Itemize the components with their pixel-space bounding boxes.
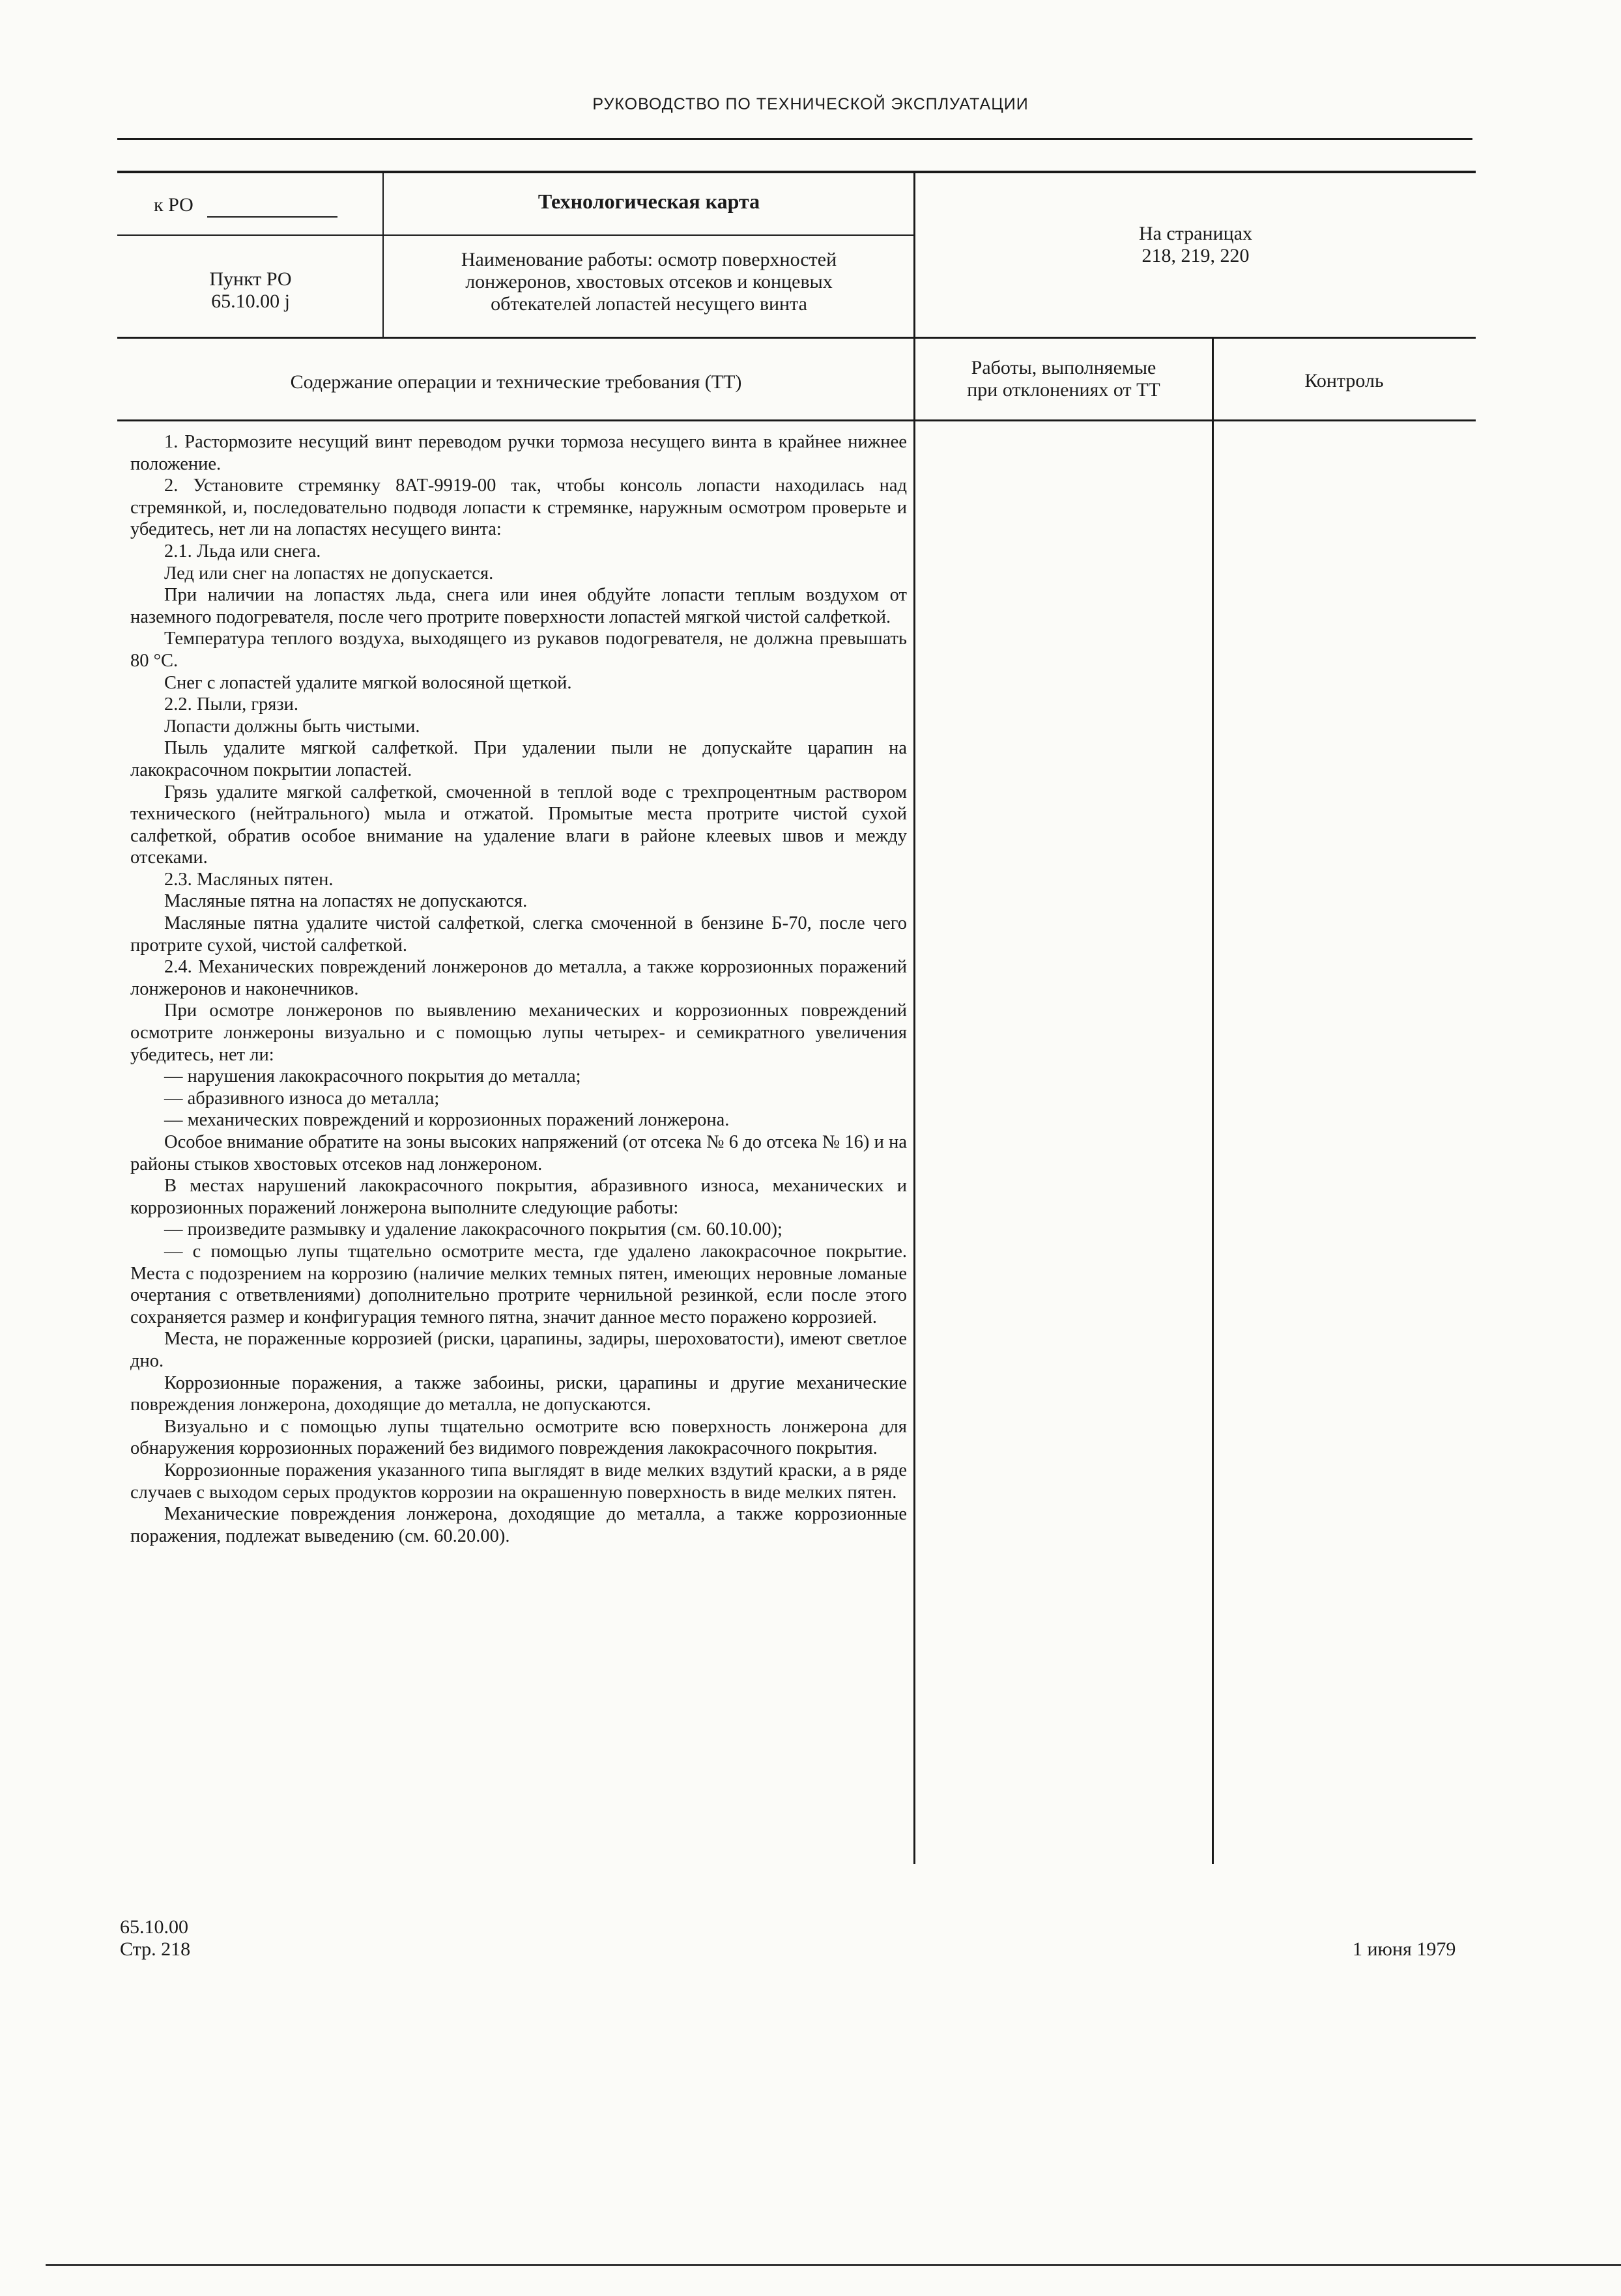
body-paragraph: — нарушения лакокрасочного покрытия до металла; xyxy=(164,1066,581,1087)
deviations-line: Работы, выполняемые xyxy=(971,357,1156,378)
work-name-line: лонжеронов, хвостовых отсеков и концевых xyxy=(465,271,833,292)
col-divider-2 xyxy=(913,171,915,1864)
header-rule xyxy=(117,138,1472,140)
body-paragraph: Механические повреждения лонжерона, доходящие до металла, а также коррозионные поражения, подлежат выведению (см. 60.20.00). xyxy=(130,1504,907,1546)
body-paragraph: При осмотре лонжеронов по выявлению механических и коррозионных повреждений осмотрите лонжероны визуально и с помощью лупы четырех- и семикратного увеличения убедитесь, нет ли: xyxy=(130,1000,907,1065)
k-ro-underline xyxy=(207,216,337,218)
body-paragraph: — абразивного износа до металла; xyxy=(164,1088,440,1109)
footer-page: Стр. 218 xyxy=(120,1938,191,1960)
body-paragraph: 2. Установите стремянку 8АТ-9919-00 так, чтобы консоль лопасти находилась над стремянкой, и, последовательно подводя лопасти к стремянке, наружным осмотром проверьте и убедитесь, нет ли на лопастях несущего винта: xyxy=(130,475,907,540)
body-paragraph: Грязь удалите мягкой салфеткой, смоченной в теплой воде с трехпроцентным раствором технического (нейтрального) мыла и отжатой. Промытые места протрите чистой сухой салфеткой, обратив особое внимание на удаление влаги в районе клеевых швов и между отсеками. xyxy=(130,782,907,868)
body-paragraph: 2.2. Пыли, грязи. xyxy=(164,694,299,715)
title-row-divider xyxy=(117,234,913,236)
body-paragraph: Температура теплого воздуха, выходящего из рукавов подогревателя, не должна превышать 80 °С. xyxy=(130,629,907,671)
body-paragraph: — с помощью лупы тщательно осмотрите места, где удалено лакокрасочное покрытие. Места с подозрением на коррозию (наличие мелких темных пятен, имеющих неровные ломаные очертания с ответвлениями) дополнительно протрите чернильной резинкой, если после этого сохраняется размер и конфигурация темного пятна, значит данное место поражено коррозией. xyxy=(130,1241,907,1327)
body-paragraph: Масляные пятна на лопастях не допускаются. xyxy=(164,891,528,912)
punkt-label: Пункт РО xyxy=(209,268,292,290)
work-name xyxy=(384,249,913,315)
body-paragraph: 2.4. Механических повреждений лонжеронов до металла, а также коррозионных поражений лонжеронов и наконечников. xyxy=(130,957,907,999)
body-paragraph: — произведите размывку и удаление лакокрасочного покрытия (см. 60.10.00); xyxy=(164,1219,782,1240)
header-block-bottom xyxy=(117,337,1476,339)
body-paragraph: Лопасти должны быть чистыми. xyxy=(164,716,420,737)
operation-content xyxy=(130,431,907,1547)
body-paragraph: 2.1. Льда или снега. xyxy=(164,541,321,561)
column-header-control: Контроль xyxy=(1304,370,1384,391)
pages-value: 218, 219, 220 xyxy=(1141,245,1250,266)
bottom-edge-line xyxy=(46,2264,1621,2266)
body-paragraph: В местах нарушений лакокрасочного покрытия, абразивного износа, механических и коррозионных поражений лонжерона выполните следующие работы: xyxy=(130,1176,907,1218)
col-divider-1 xyxy=(382,171,384,339)
body-paragraph: — механических повреждений и коррозионных поражений лонжерона. xyxy=(164,1110,730,1131)
body-paragraph: Масляные пятна удалите чистой салфеткой, слегка смоченной в бензине Б-70, после чего протрите сухой, чистой салфеткой. xyxy=(130,913,907,956)
body-paragraph: Снег с лопастей удалите мягкой волосяной щеткой. xyxy=(164,672,572,693)
col-divider-3 xyxy=(1212,337,1214,1864)
work-name-line: обтекателей лопастей несущего винта xyxy=(491,293,807,315)
card-title: Технологическая карта xyxy=(538,190,760,213)
footer-date: 1 июня 1979 xyxy=(1353,1938,1456,1960)
column-header-bottom xyxy=(117,419,1476,421)
punkt-value: 65.10.00 j xyxy=(211,291,290,312)
body-paragraph: Коррозионные поражения указанного типа выглядят в виде мелких вздутий краски, а в ряде случаев с выходом серых продуктов коррозии на окрашенную поверхность в виде мелких пятен. xyxy=(130,1460,907,1503)
body-paragraph: Особое внимание обратите на зоны высоких напряжений (от отсека № 6 до отсека № 16) и на районы стыков хвостовых отсеков над лонжероном. xyxy=(130,1132,907,1174)
body-paragraph: Визуально и с помощью лупы тщательно осмотрите всю поверхность лонжерона для обнаружения коррозионных поражений без видимого повреждения лакокрасочного покрытия. xyxy=(130,1416,907,1459)
deviations-line: при отклонениях от ТТ xyxy=(967,379,1160,401)
body-paragraph: Места, не пораженные коррозией (риски, царапины, задиры, шероховатости), имеют светлое дно. xyxy=(130,1329,907,1371)
pages-label: На страницах xyxy=(1138,223,1253,244)
body-paragraph: Лед или снег на лопастях не допускается. xyxy=(164,563,494,584)
table-top-border xyxy=(117,171,1476,173)
body-paragraph: При наличии на лопастях льда, снега или инея обдуйте лопасти теплым воздухом от наземного подогревателя, после чего протрите поверхности лопастей мягкой чистой салфеткой. xyxy=(130,585,907,627)
work-name-line: Наименование работы: осмотр поверхностей xyxy=(461,249,837,270)
body-paragraph: Коррозионные поражения, а также забоины, риски, царапины и другие механические повреждения лонжерона, доходящие до металла, не допускаются. xyxy=(130,1372,907,1415)
body-paragraph: Пыль удалите мягкой салфеткой. При удалении пыли не допускайте царапин на лакокрасочном покрытии лопастей. xyxy=(130,738,907,780)
pages-block xyxy=(915,223,1476,267)
body-paragraph: 2.3. Масляных пятен. xyxy=(164,869,334,890)
k-ro-label: к РО xyxy=(154,194,194,216)
footer-left xyxy=(120,1916,190,1961)
punkt-ro xyxy=(119,268,382,313)
running-header: РУКОВОДСТВО ПО ТЕХНИЧЕСКОЙ ЭКСПЛУАТАЦИИ xyxy=(592,95,1029,113)
body-paragraph: 1. Растормозите несущий винт переводом ручки тормоза несущего винта в крайнее нижнее положение. xyxy=(130,432,907,474)
column-header-deviations xyxy=(915,357,1212,401)
footer-section: 65.10.00 xyxy=(120,1916,188,1938)
column-header-content: Содержание операции и технические требования (ТТ) xyxy=(290,371,742,393)
